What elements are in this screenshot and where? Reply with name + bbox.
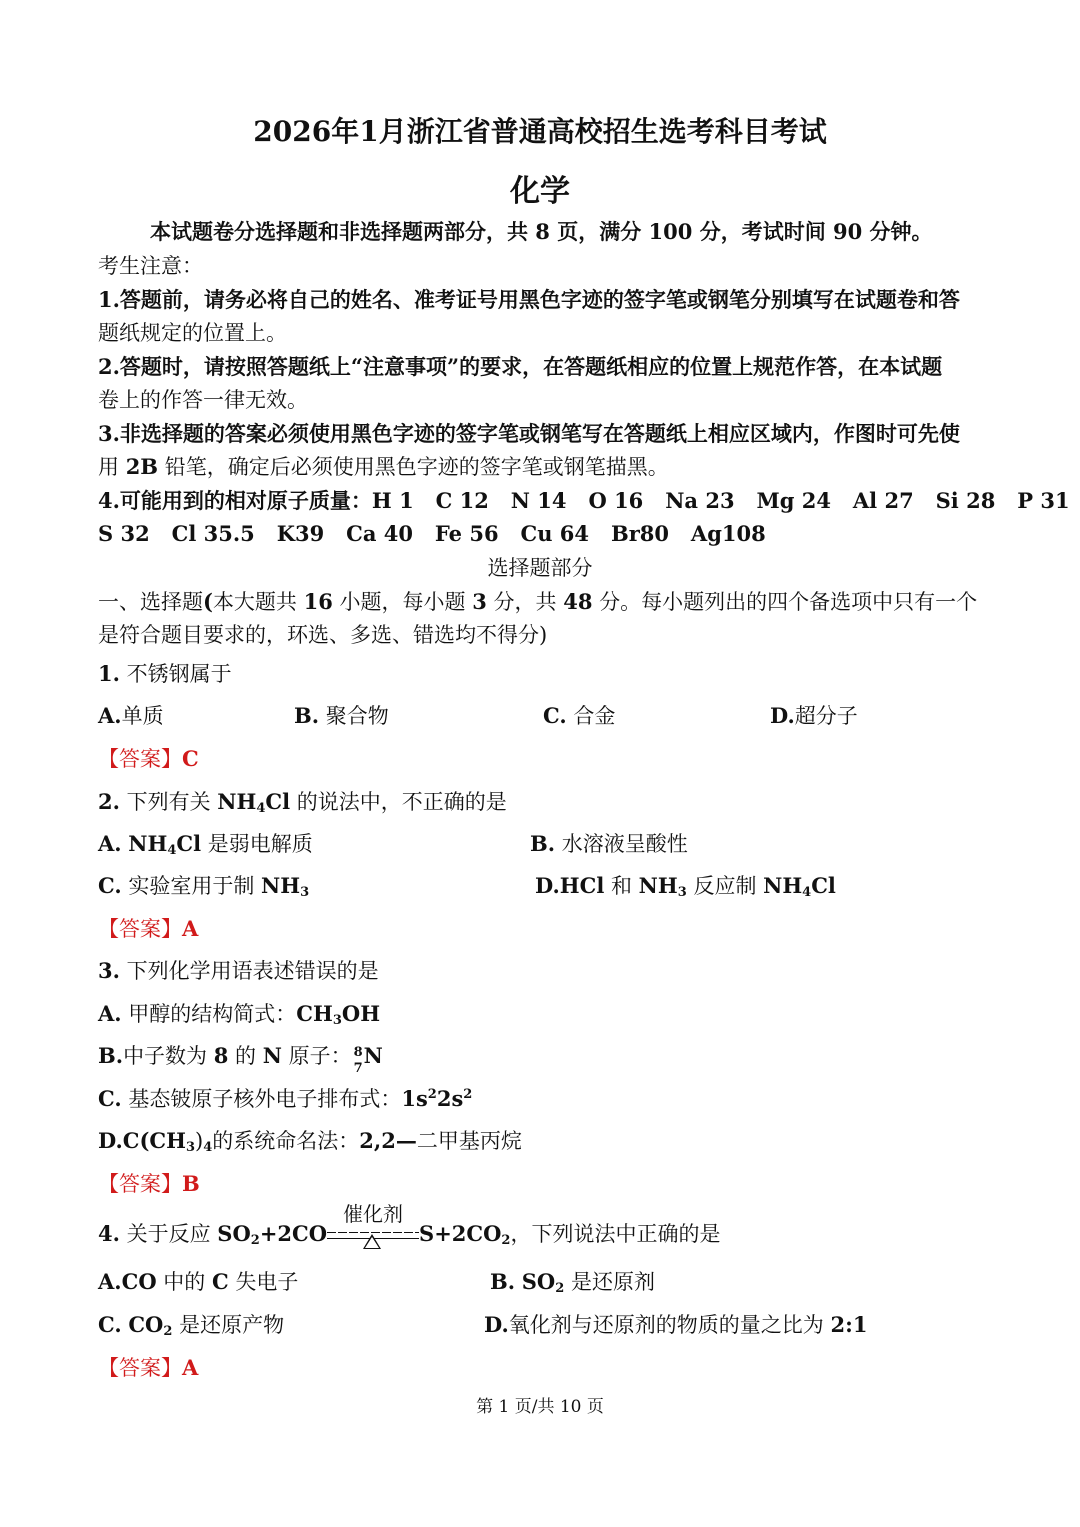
q1-answer: 【答案】C <box>98 746 199 771</box>
exam-title: 2026年1月浙江省普通高校招生选考科目考试 <box>253 115 827 148</box>
q4-answer: 【答案】A <box>98 1355 199 1380</box>
q2-option-a: A. $NH_4Cl$ 是弱电解质 <box>98 831 313 858</box>
reaction-condition-arrow <box>327 1201 419 1250</box>
q3-answer: 【答案】B <box>98 1171 200 1196</box>
notice-title: 考生注意： <box>98 254 203 278</box>
note-2-line-1: 2.答题时，请按照答题纸上“注意事项”的要求，在答题纸相应的位置上规范作答，在本试题 <box>98 354 943 379</box>
nuclide-notation: 8 7 <box>353 1045 363 1076</box>
q4-option-b: B. $SO_2$ 是还原剂 <box>490 1269 655 1296</box>
q4-option-d: D.氧化剂与还原剂的物质的量之比为 2:1 <box>484 1312 868 1337</box>
note-1-line-1: 1.答题前，请务必将自己的姓名、准考证号用黑色字迹的签字笔或钢笔分别填写在试题卷和答 <box>98 287 960 312</box>
catalyst-label: 催化剂 <box>343 1201 404 1226</box>
q1-option-a: A.单质 <box>98 703 164 728</box>
q3-option-c: C. 基态铍原子核外电子排布式：$1s^22s^2$ <box>98 1086 473 1111</box>
page-number-footer: 第 1 页/共 10 页 <box>476 1397 604 1417</box>
subject-title: 化学 <box>510 174 570 209</box>
q3-option-d: $D.C(CH_3)_4$的系统命名法：2,2—二甲基丙烷 <box>98 1128 522 1155</box>
q1-option-c: C. 合金 <box>543 703 616 728</box>
section-heading: 选择题部分 <box>487 556 593 580</box>
q2-option-c: C. 实验室用于制 $NH_3$ <box>98 873 310 900</box>
note-3-line-2: 用 2B 铅笔，确定后必须使用黑色字迹的签字笔或钢笔描黑。 <box>98 454 669 479</box>
q2-option-b: B. 水溶液呈酸性 <box>530 831 688 856</box>
q1-option-d: D.超分子 <box>770 703 858 728</box>
intro-text: 本试题卷分选择题和非选择题两部分，共 8 页，满分 100 分，考试时间 90 分钟。 <box>150 219 933 244</box>
section-desc-line-1: 一、选择题(本大题共 16 小题，每小题 3 分，共 48 分。每小题列出的四个备选项中只有一个 <box>98 589 978 614</box>
q4-option-a: A.CO 中的 C 失电子 <box>98 1269 299 1294</box>
q3-option-a: A. 甲醇的结构简式：$CH_3OH$ <box>98 1001 381 1028</box>
note-1-line-2: 题纸规定的位置上。 <box>98 321 287 345</box>
question-2-stem: 2. 下列有关 $NH_4Cl$ 的说法中，不正确的是 <box>98 789 507 816</box>
section-desc-line-2: 是符合题目要求的，环选、多选、错选均不得分) <box>98 623 548 647</box>
note-4-line-1: 4.可能用到的相对原子质量：H 1 C 12 N 14 O 16 Na 23 Mg 24 Al 27 Si 28 P 31 <box>98 488 1070 513</box>
q1-option-b: B. 聚合物 <box>294 703 389 728</box>
question-3-stem: 3. 下列化学用语表述错误的是 <box>98 958 379 983</box>
question-4-stem: 4. 关于反应 $SO_2+2CO$ 催化剂 $S+2CO_2$，下列说法中正确的是 <box>98 1201 721 1248</box>
q4-option-c: C. $CO_2$ 是还原产物 <box>98 1312 285 1339</box>
note-4-line-2: S 32 Cl 35.5 K39 Ca 40 Fe 56 Cu 64 Br80 Ag108 <box>98 521 766 546</box>
note-2-line-2: 卷上的作答一律无效。 <box>98 388 308 412</box>
q2-answer: 【答案】A <box>98 916 199 941</box>
q3-option-b: B.中子数为 8 的 N 原子： 8 7 N <box>98 1043 383 1076</box>
q2-option-d: D.HCl 和 $NH_3$ 反应制 $NH_4Cl$ <box>535 873 836 900</box>
question-1-stem: 1. 不锈钢属于 <box>98 661 232 686</box>
note-3-line-1: 3.非选择题的答案必须使用黑色字迹的签字笔或钢笔写在答题纸上相应区域内，作图时可先使 <box>98 421 960 446</box>
